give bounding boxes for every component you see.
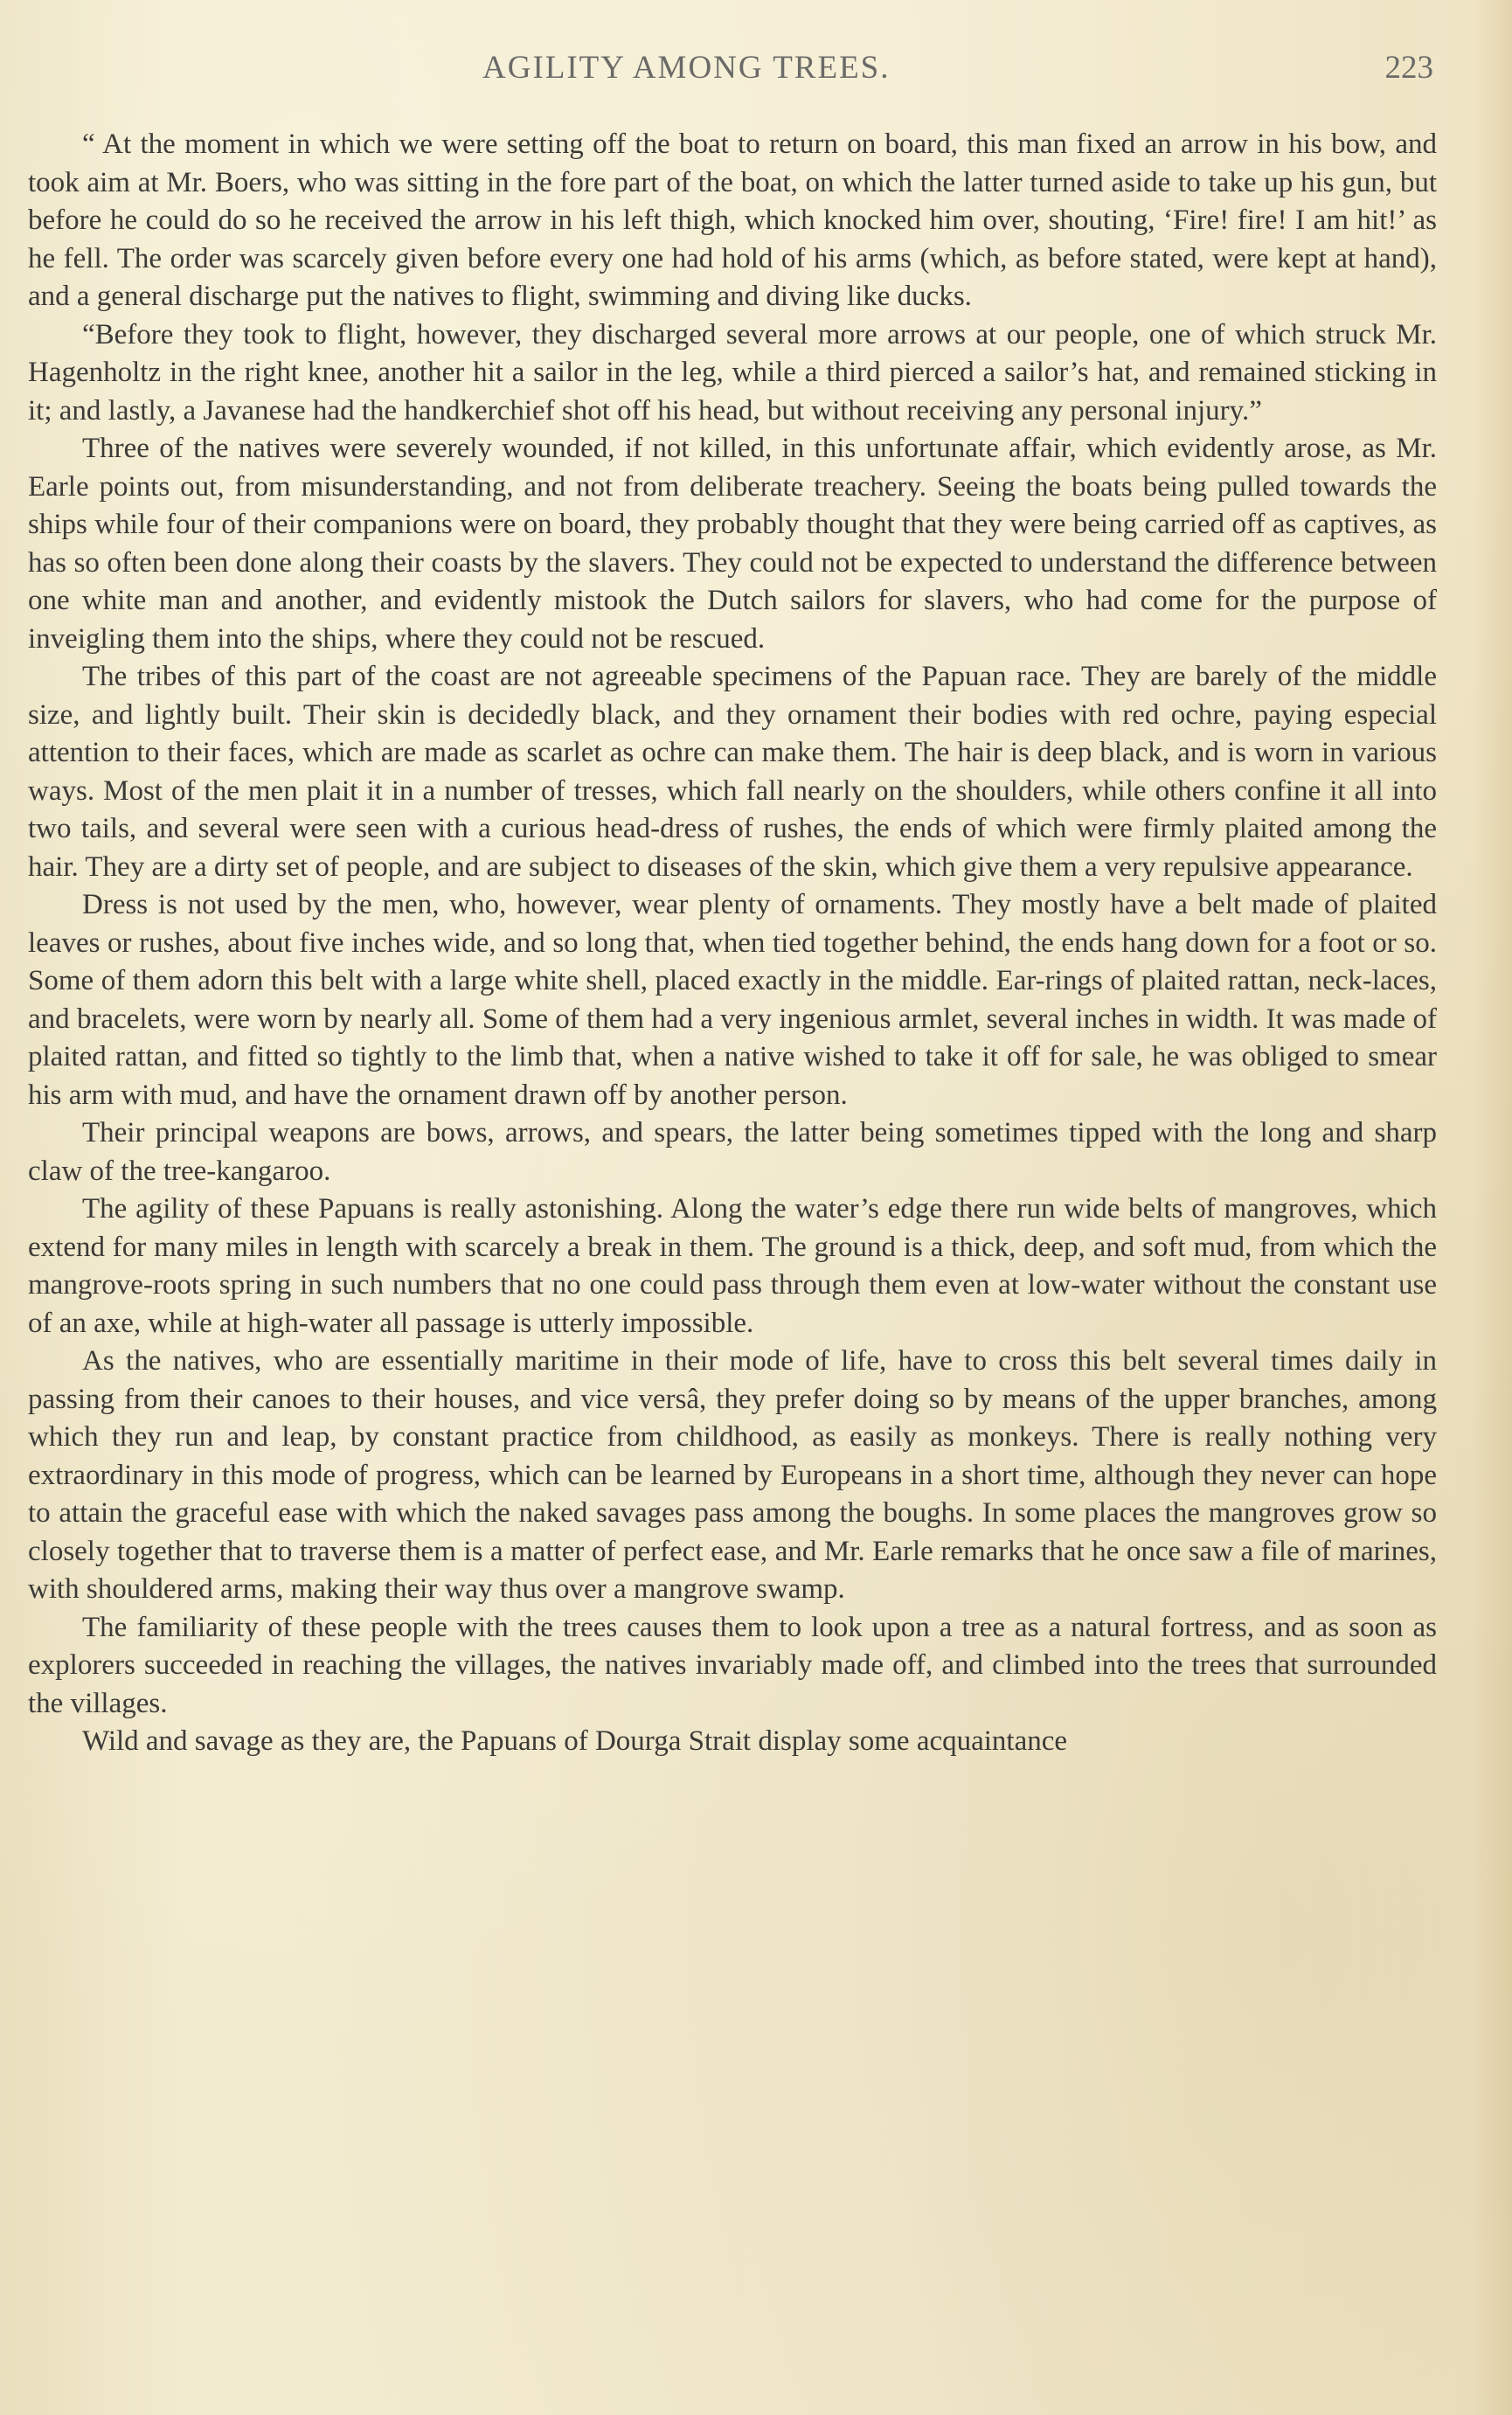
paragraph: Dress is not used by the men, who, however, wear plenty of ornaments. They mostly have a belt made of plaited leaves or rushes, about five inches wide, and so long that, when tied together behind, the ends hang down for a foot or so. Some of them adorn this belt with a large white shell, placed exactly in the middle. Ear-rings of plaited rattan, neck-laces, and bracelets, were worn by nearly all. Some of them had a very ingenious armlet, several inches in width. It was made of plaited rattan, and fitted so tightly to the limb that, when a native wished to take it off for sale, he was obliged to smear his arm with mud, and have the ornament drawn off by another person. [28, 889, 1437, 1111]
paragraph: “Before they took to flight, however, they discharged several more arrows at our people, one of which struck Mr. Hagenholtz in the right knee, another hit a sailor in the leg, while a third pierced a sailor’s hat, and remained sticking in it; and lastly, a Javanese had the handkerchief shot off his head, but without receiving any personal injury.” [28, 318, 1437, 427]
paragraph: As the natives, who are essentially maritime in their mode of life, have to cross this belt several times daily in passing from their canoes to their houses, and vice versâ, they prefer doing so by means of the upper branches, among which they run and leap, by constant practice from childhood, as easily as monkeys. There is really nothing very extraordinary in this mode of progress, which can be learned by Europeans in a short time, although they never can hope to attain the graceful ease with which the naked savages pass among the boughs. In some places the mangroves grow so closely together that to traverse them is a matter of perfect ease, and Mr. Earle remarks that he once saw a file of marines, with shouldered arms, making their way thus over a mangrove swamp. [28, 1345, 1437, 1605]
paragraph: Their principal weapons are bows, arrows, and spears, the latter being sometimes tipped with the long and sharp claw of the tree-kangaroo. [28, 1117, 1437, 1187]
page-header [0, 49, 1512, 101]
paragraph: The tribes of this part of the coast are not agreeable specimens of the Papuan race. They are barely of the middle size, and lightly built. Their skin is decidedly black, and they ornament their bodies with red ochre, paying especial attention to their faces, which are made as scarlet as ochre can make them. The hair is deep black, and is worn in various ways. Most of the men plait it in a number of tresses, which fall nearly on the shoulders, while others confine it all into two tails, and several were seen with a curious head-dress of rushes, the ends of which were firmly plaited among the hair. They are a dirty set of people, and are subject to diseases of the skin, which give them a very repulsive appearance. [28, 661, 1437, 883]
body-text [28, 126, 1437, 1761]
paragraph: Wild and savage as they are, the Papuans of Dourga Strait display some acquaintance [82, 1725, 1068, 1757]
paragraph: The familiarity of these people with the trees causes them to look upon a tree as a natural fortress, and as soon as explorers succeeded in reaching the villages, the natives invariably made off, and climbed into the trees that surrounded the villages. [28, 1611, 1437, 1719]
paragraph: Three of the natives were severely wounded, if not killed, in this unfortunate affair, which evidently arose, as Mr. Earle points out, from misunderstanding, and not from deliberate treachery. Seeing the boats being pulled towards the ships while four of their companions were on board, they probably thought that they were being carried off as captives, as has so often been done along their coasts by the slavers. They could not be expected to understand the difference between one white man and another, and evidently mistook the Dutch sailors for slavers, who had come for the purpose of inveigling them into the ships, where they could not be rescued. [28, 433, 1437, 655]
paragraph: “ At the moment in which we were setting off the boat to return on board, this man fixed an arrow in his bow, and took aim at Mr. Boers, who was sitting in the fore part of the boat, on which the latter turned aside to take up his gun, but before he could do so he received the arrow in his left thigh, which knocked him over, shouting, ‘Fire! fire! I am hit!’ as he fell. The order was scarcely given before every one had hold of his arms (which, as before stated, were kept at hand), and a general discharge put the natives to flight, swimming and diving like ducks. [28, 128, 1437, 312]
running-title: AGILITY AMONG TREES. [482, 50, 891, 86]
page-number: 223 [1384, 50, 1433, 86]
paragraph: The agility of these Papuans is really astonishing. Along the water’s edge there run wide belts of mangroves, which extend for many miles in length with scarcely a break in them. The ground is a thick, deep, and soft mud, from which the mangrove-roots spring in such numbers that no one could pass through them even at low-water without the constant use of an axe, while at high-water all passage is utterly impossible. [28, 1193, 1437, 1339]
